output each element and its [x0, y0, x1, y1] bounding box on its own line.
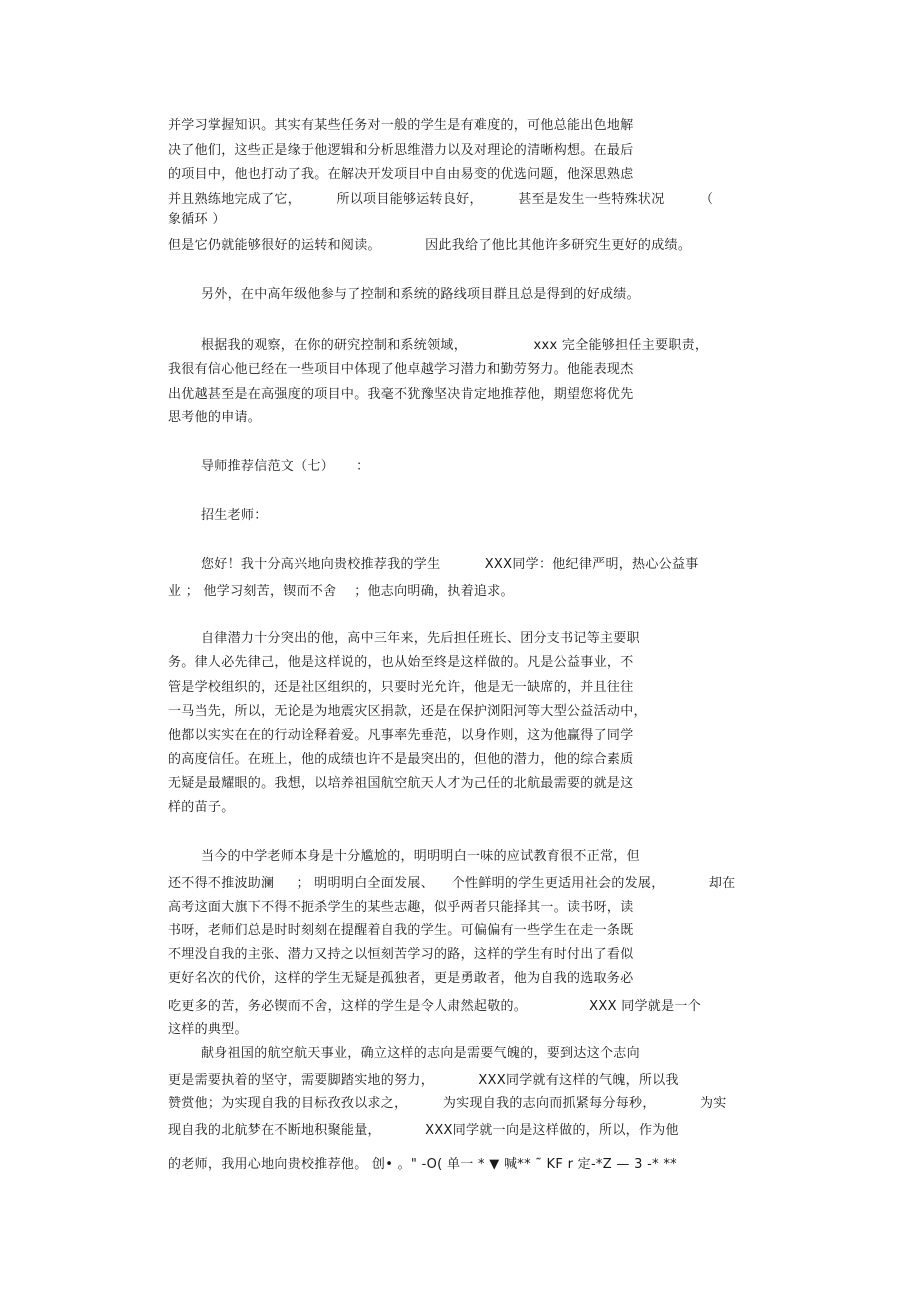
- text-line: 还不得不推波助澜 ； 明明明白全面发展、 个性鲜明的学生更适用社会的发展， 却在: [168, 876, 736, 891]
- text-line: 高考这面大旗下不得不扼杀学生的某些志趣，似乎两者只能择其一。读书呀，读: [168, 900, 634, 915]
- salutation: 招生老师：: [201, 508, 268, 523]
- text-line: 更好名次的代价，这样的学生无疑是孤独者，更是勇敢者，他为自我的选取务必: [168, 971, 634, 986]
- text-line: 务。律人必先律己，他是这样说的，也从始至终是这样做的。凡是公益事业，不: [168, 655, 634, 670]
- text-line: 不埋没自我的主张、潜力又持之以恒刻苦学习的路，这样的学生有时付出了看似: [168, 947, 634, 962]
- text-line: 无疑是最耀眼的。我想，以培养祖国航空航天人才为己任的北航最需要的就是这: [168, 776, 634, 791]
- text-line: 管是学校组织的，还是社区组织的，只要时光允许，他是无一缺席的，并且往往: [168, 680, 634, 695]
- text-line: 另外，在中高年级他参与了控制和系统的路线项目群且总是得到的好成绩。: [201, 287, 640, 302]
- section-heading: 导师推荐信范文（七） ：: [201, 459, 370, 474]
- text-line: 并学习掌握知识。其实有某些任务对一般的学生是有难度的，可他总能出色地解: [168, 118, 634, 133]
- text-line: 象循环 ）: [168, 212, 226, 227]
- text-line: 赞赏他；为实现自我的目标孜孜以求之， 为实现自我的志向而抓紧每分每秒， 为实: [168, 1096, 727, 1111]
- text-line: 自律潜力十分突出的他，高中三年来，先后担任班长、团分支书记等主要职: [201, 631, 640, 646]
- text-line: 思考他的申请。: [168, 410, 262, 425]
- text-line: 现自我的北航梦在不断地积聚能量， XXX同学就一向是这样做的，所以，作为他: [168, 1123, 679, 1138]
- text-line: 书呀，老师们总是时时刻刻在提醒着自我的学生。可偏偏有一些学生在走一条既: [168, 923, 634, 938]
- text-line: 我很有信心他已经在一些项目中体现了他卓越学习潜力和勤劳努力。他能表现杰: [168, 362, 634, 377]
- text-line: 他都以实实在在的行动诠释着爱。凡事率先垂范，以身作则，这为他赢得了同学: [168, 728, 634, 743]
- text-line: 但是它仍就能够很好的运转和阅读。 因此我给了他比其他许多研究生更好的成绩。: [168, 238, 692, 253]
- text-line: 并且熟练地完成了它， 所以项目能够运转良好， 甚至是发生一些特殊状况 （: [168, 192, 714, 207]
- text-line: 的项目中，他也打动了我。在解决开发项目中自由易变的优选问题，他深思熟虑: [168, 167, 634, 182]
- text-line: 当今的中学老师本身是十分尴尬的，明明明白一味的应试教育很不正常，但: [201, 849, 640, 864]
- text-line: 决了他们，这些正是缘于他逻辑和分析思维潜力以及对理论的清晰构想。在最后: [168, 143, 634, 158]
- text-line: 献身祖国的航空航天事业，确立这样的志向是需要气魄的，要到达这个志向: [201, 1046, 640, 1061]
- text-line: 您好！我十分高兴地向贵校推荐我的学生 XXX同学：他纪律严明，热心公益事: [201, 557, 699, 572]
- text-line: 更是需要执着的坚守，需要脚踏实地的努力， XXX同学就有这样的气魄，所以我: [168, 1073, 679, 1088]
- text-line: 的老师，我用心地向贵校推荐他。 创• 。" -O( 单一 * ▼ 喊** ˜ KF r 定-*Z — 3 -* **: [168, 1157, 677, 1172]
- text-line: 吃更多的苦，务必锲而不舍，这样的学生是令人肃然起敬的。 XXX 同学就是一个: [168, 999, 702, 1014]
- text-line: 样的苗子。: [168, 800, 235, 815]
- text-line: 出优越甚至是在高强度的项目中。我毫不犹豫坚决肯定地推荐他，期望您将优先: [168, 387, 634, 402]
- text-line: 这样的典型。: [168, 1022, 248, 1037]
- text-line: 一马当先，所以，无论是为地震灾区捐款，还是在保护浏阳河等大型公益活动中，: [168, 704, 647, 719]
- text-line: 业 ； 他学习刻苦，锲而不舍 ；他志向明确，执着追求。: [168, 584, 514, 599]
- text-line: 根据我的观察，在你的研究控制和系统领域， xxx 完全能够担任主要职责，: [201, 338, 709, 353]
- text-line: 的高度信任。在班上，他的成绩也许不是最突出的，但他的潜力，他的综合素质: [168, 752, 634, 767]
